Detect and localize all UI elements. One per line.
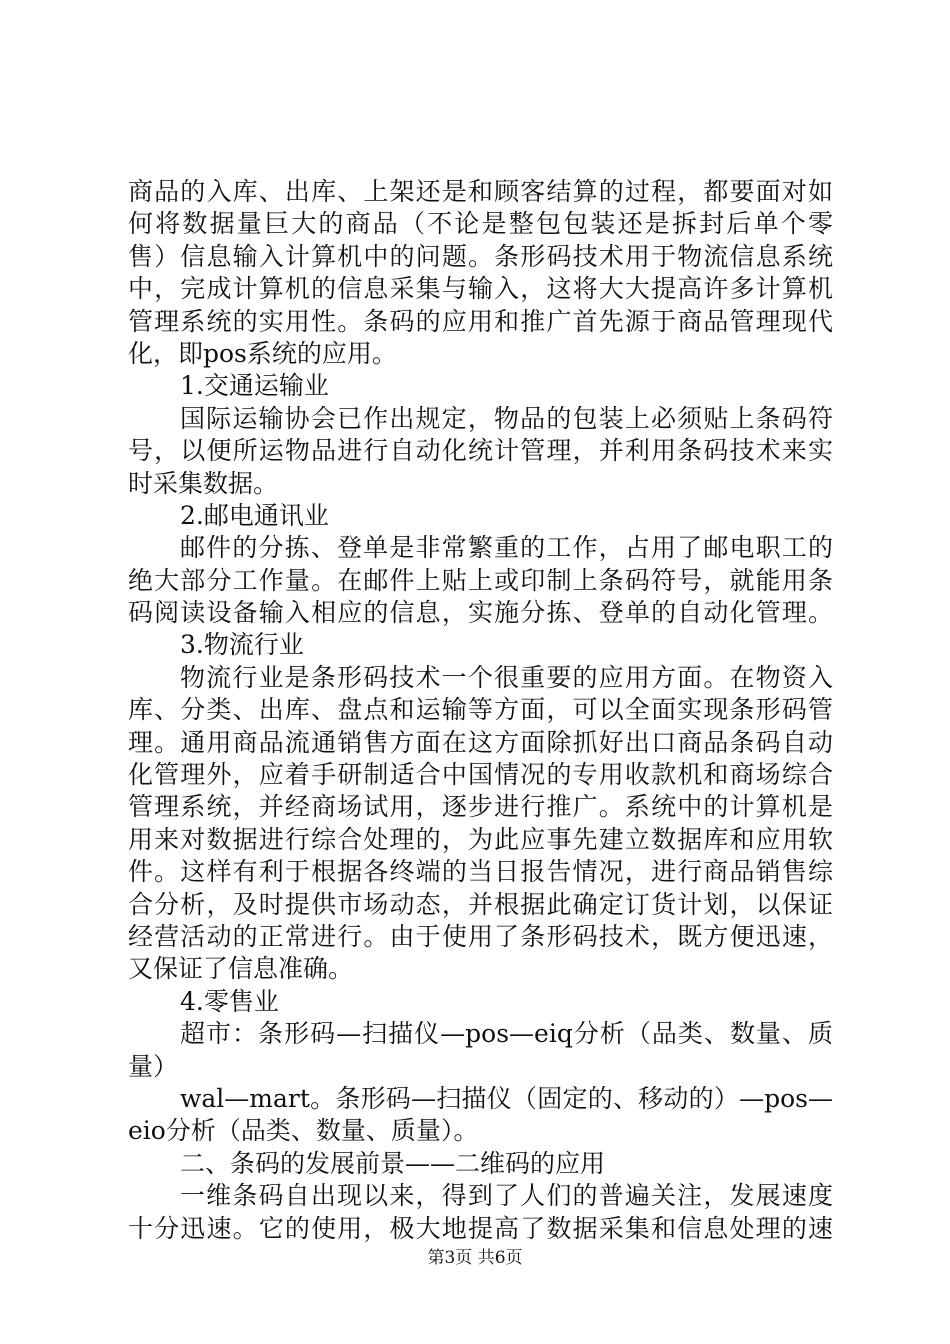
text-line: 绝大部分工作量。在邮件上贴上或印制上条码符号，就能用条 (128, 565, 833, 595)
text-line: 十分迅速。它的使用，极大地提高了数据采集和信息处理的速 (128, 1213, 833, 1243)
text-line: 码阅读设备输入相应的信息，实施分拣、登单的自动化管理。 (128, 598, 833, 628)
text-line: 3.物流行业 (180, 630, 304, 660)
text-line: 管理系统，并经商场试用，逐步进行推广。系统中的计算机是 (128, 792, 833, 822)
page-number-footer: 第3页 共6页 (427, 1248, 523, 1268)
text-line: 时采集数据。 (128, 468, 279, 498)
text-line: 经营活动的正常进行。由于使用了条形码技术，既方便迅速， (128, 921, 833, 951)
text-line: 邮件的分拣、登单是非常繁重的工作，占用了邮电职工的 (180, 533, 833, 563)
text-line: 用来对数据进行综合处理的，为此应事先建立数据库和应用软 (128, 824, 833, 854)
text-line: 又保证了信息准确。 (128, 954, 354, 984)
text-line: 理。通用商品流通销售方面在这方面除抓好出口商品条码自动 (128, 727, 833, 757)
document-body (128, 176, 833, 1245)
text-line: 超市：条形码—扫描仪—pos—eiq分析（品类、数量、质 (180, 1019, 833, 1049)
text-line: 量） (128, 1051, 179, 1081)
text-line: 4.零售业 (180, 986, 279, 1016)
text-line: 化，即pos系统的应用。 (128, 338, 397, 368)
text-line: 物流行业是条形码技术一个很重要的应用方面。在物资入 (180, 662, 833, 692)
text-line: 商品的入库、出库、上架还是和顾客结算的过程，都要面对如 (128, 177, 833, 206)
text-line: 号，以便所运物品进行自动化统计管理，并利用条码技术来实 (128, 436, 833, 466)
text-line: 合分析，及时提供市场动态，并根据此确定订货计划，以保证 (128, 889, 833, 919)
text-line: 二、条码的发展前景——二维码的应用 (180, 1148, 606, 1178)
text-line: 件。这样有利于根据各终端的当日报告情况，进行商品销售综 (128, 857, 833, 887)
text-line: 管理系统的实用性。条码的应用和推广首先源于商品管理现代 (128, 306, 833, 336)
text-line: 中，完成计算机的信息采集与输入，这将大大提高许多计算机 (128, 274, 833, 304)
text-line: eio分析（品类、数量、质量）。 (128, 1116, 479, 1146)
text-line: wal—mart。条形码—扫描仪（固定的、移动的）—pos— (180, 1083, 833, 1113)
text-line: 何将数据量巨大的商品（不论是整包包装还是拆封后单个零 (128, 209, 833, 239)
text-line: 1.交通运输业 (180, 371, 329, 401)
text-line: 化管理外，应着手研制适合中国情况的专用收款机和商场综合 (128, 760, 833, 790)
text-line: 售）信息输入计算机中的问题。条形码技术用于物流信息系统 (128, 241, 833, 271)
text-line: 国际运输协会已作出规定，物品的包装上必须贴上条码符 (180, 403, 833, 433)
text-line: 一维条码自出现以来，得到了人们的普遍关注，发展速度 (180, 1181, 833, 1211)
text-line: 库、分类、出库、盘点和运输等方面，可以全面实现条形码管 (128, 695, 833, 725)
text-line: 2.邮电通讯业 (180, 500, 329, 530)
